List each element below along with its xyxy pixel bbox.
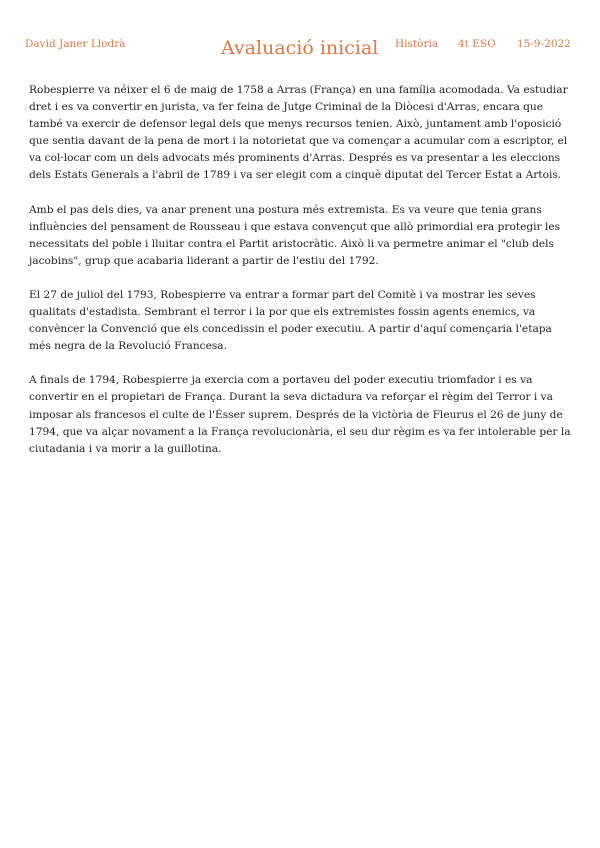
paragraph-2: Amb el pas dels dies, va anar prenent una postura més extremista. Es va veure que tenia grans influències del pensament de Rousseau i que estava convençut que allò primordial era protegir les necessitats del poble i lluitar contra el Partit aristocràtic. Això li va permetre animar el "club dels jacobins", grup que acabaria liderant a partir de l'estiu del 1792. xyxy=(29,203,561,267)
subject-label: Història xyxy=(395,38,439,50)
author-name: David Janer Llodrà xyxy=(25,38,126,50)
grade-label: 4t ESO xyxy=(458,38,496,50)
paragraph-4: A finals de 1794, Robespierre ja exercia com a portaveu del poder executiu triomfador i es va convertir en el propietari de França. Durant la seva dictadura va reforçar el règim del Terror i va imposar als francesos el culte de l'Ésser suprem. Després de la victòria de Fleurus el 26 de juny de 1794, que va alçar novament a la França revolucionària, el seu dur règim es va fer intolerable per la ciutadania i va morir a la guillotina. xyxy=(29,374,571,455)
page-title: Avaluació inicial xyxy=(221,37,379,59)
paragraph-1: Robespierre va néixer el 6 de maig de 1758 a Arras (França) en una família acomodada. Va estudiar dret i es va convertir en jurista, va fer feina de Jutge Criminal de la Diòcesi d'Arras, encara que també va exercir de defensor legal dels que menys recursos tenien. Això, juntament amb l'oposició que sentia davant de la pena de mort i la notorietat que va començar a acumular com a escriptor, el va col·locar com un dels advocats més prominents d'Arras. Després es va presentar a les eleccions dels Estats Generals a l'abril de 1789 i va ser elegit com a cinquè diputat del Tercer Estat a Artois. xyxy=(29,84,568,182)
date-label: 15-9-2022 xyxy=(517,38,571,50)
page-header xyxy=(0,0,600,70)
document-body xyxy=(29,82,574,475)
paragraph-3: El 27 de juliol del 1793, Robespierre va entrar a formar part del Comitè i va mostrar les seves qualitats d'estadista. Sembrant el terror i la por que els extremistes fossin agents enemics, va convèncer la Convenció que els concedissin el poder executiu. A partir d'aquí començaria l'etapa més negra de la Revolució Francesa. xyxy=(29,288,552,353)
